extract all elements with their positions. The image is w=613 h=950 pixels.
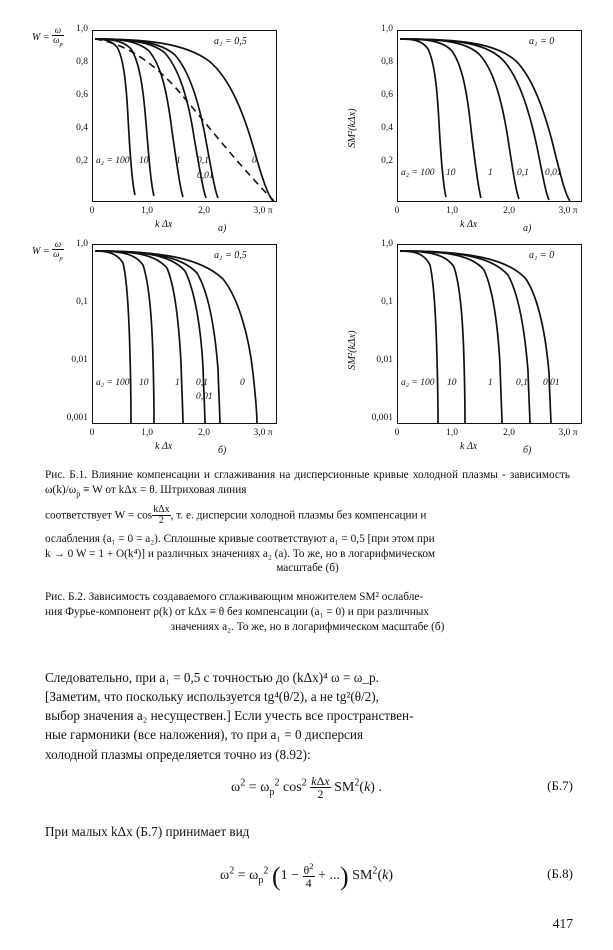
caption-b2-line3: значениях a₂. То же, но в логарифмическом масштабе (б) bbox=[170, 620, 445, 633]
curve-label-0: 0 bbox=[252, 156, 257, 166]
curve-label-0-1: 0,1 bbox=[196, 378, 208, 388]
curve-label-1: 1 bbox=[175, 378, 180, 388]
caption-b2-line2: ния Фурье-компонент ρ(k) от kΔx ≡ θ без компенсации (a₁ = 0) и при различных bbox=[45, 605, 429, 618]
page-number: 417 bbox=[552, 916, 573, 931]
curve-label-10: 10 bbox=[139, 156, 149, 166]
equation-b8-number: (Б.8) bbox=[547, 866, 573, 881]
plot-fig-b1-b: W = $\frac{\omega}{\omega_p}$ 1,0 0,1 0,01 0,001 0 1,0 2,0 3,0 π k Δx б) a₁ = 0,5 a₂ = 100 10 1 0,1 0,01 0 bbox=[0, 230, 300, 458]
caption-b1-line5: k → 0 W = 1 + O(k⁴)] и различных значениях a₂ (а). То же, но в логарифмическом bbox=[45, 547, 435, 560]
equation-b8-body: $\omega^2 = \omega_p^2$ (1 − $\frac{\theta^2}{4}$ + ...) $SM^2(k)$ bbox=[219, 861, 394, 892]
curve-label-0-01: 0,01 bbox=[196, 392, 213, 402]
x-axis-label-fig-b2-b: k Δx bbox=[460, 441, 478, 452]
caption-b1-line6: масштабе (б) bbox=[276, 562, 339, 575]
curve-label-10: 10 bbox=[447, 378, 457, 388]
curve-label-0-01: 0,01 bbox=[197, 171, 214, 181]
caption-b2-line1: Зависимость создаваемого сглаживающим множителем SM² ослабле- bbox=[88, 591, 424, 603]
curve-label-0: 0 bbox=[240, 378, 245, 388]
plot-fig-b2-a: SM²(kΔx) 1,0 0,8 0,6 0,4 0,2 0 1,0 2,0 3,0 π k Δx а) a₁ = 0 a₂ = 100 10 1 0,1 0,01 bbox=[305, 8, 605, 236]
plot-fig-b1-a: W = $\frac{\omega}{\omega_p}$ 1,0 0,8 0,6 0,4 0,2 0 1,0 2,0 3,0 π k Δx а) a₁ = 0,5 a₂ = 100 10 1 0,1 0,01 0 bbox=[0, 8, 300, 236]
body-p1-l5: холодной плазмы определяется точно из (8.92): bbox=[45, 746, 311, 762]
caption-fig-b1: Рис. Б.1. Влияние компенсации и сглаживания на дисперсионные кривые холодной плазмы - зависимость $\omega(k)/\omega_p \equiv W$ от kΔx = θ. Штриховая линия соответствует W = cos $\frac{\text{kΔx}}{2}$ , т. е. дисперсии холодной плазмы без компенсации и ослабления (a₁ = 0 = a₂). Сплошные кривые соответствуют a₁ = 0,5 [при этом при k → 0 W = 1 + O(k⁴)] и различных значениях a₂ (а). То же, но в логарифмическом масштабе (б) bbox=[45, 469, 570, 575]
y-axis-label-sm2-a: SM²(kΔx) bbox=[347, 108, 358, 148]
curve-label-1: 1 bbox=[488, 168, 493, 178]
body-p2-l1: При малых kΔx (Б.7) принимает вид bbox=[45, 824, 250, 839]
panel-letter-fig-b1-b: б) bbox=[218, 445, 227, 456]
corner-note-fig-b2-b: a₁ = 0 bbox=[529, 250, 555, 261]
curve-label-0-1: 0,1 bbox=[517, 168, 529, 178]
equation-b7 bbox=[0, 775, 613, 801]
curve-label-10: 10 bbox=[139, 378, 149, 388]
body-p1-l4: ные гармоники (все наложения), то при a₁ = 0 дисперсия bbox=[45, 727, 364, 743]
body-paragraph-1 bbox=[45, 668, 570, 764]
caption-b1-line3-formula: W = cos bbox=[114, 509, 153, 522]
curve-label-10: 10 bbox=[446, 168, 456, 178]
equation-b7-number: (Б.7) bbox=[547, 778, 573, 793]
corner-note-fig-b1-b: a₁ = 0,5 bbox=[214, 250, 247, 261]
caption-b1-line4: ослабления (a₁ = 0 = a₂). Сплошные кривые соответствуют a₁ = 0,5 [при этом при bbox=[45, 532, 435, 545]
curve-label-0-01: 0,01 bbox=[545, 168, 562, 178]
axes-fig-b1-b bbox=[92, 244, 277, 424]
caption-b1-fraction: $\frac{\text{kΔx}}{2}$ bbox=[153, 503, 170, 527]
body-paragraph-2 bbox=[45, 822, 570, 841]
curve-label-a2-100: a₂ = 100 bbox=[96, 378, 130, 388]
curve-label-1: 1 bbox=[488, 378, 493, 388]
y-axis-label-w-omega: W = $\frac{\omega}{\omega_p}$ bbox=[32, 25, 63, 49]
curve-label-1: 1 bbox=[176, 156, 181, 166]
curves-fig-b1-a bbox=[93, 31, 278, 203]
equation-b8 bbox=[0, 862, 613, 892]
caption-fig-b2 bbox=[45, 590, 570, 635]
equation-b7-body: $\omega^2 = \omega_p^2$ $\cos^2$ $\frac{\text{kΔx}}{2}$ $SM^2(k)$ . bbox=[231, 774, 382, 802]
curve-label-a2-100: a₂ = 100 bbox=[401, 168, 435, 178]
curve-label-0-01: 0,01 bbox=[543, 378, 560, 388]
caption-b1-line3-lead: соответствует bbox=[45, 509, 112, 522]
y-axis-label-w-omega-log: W = $\frac{\omega}{\omega_p}$ bbox=[32, 239, 63, 263]
curve-label-a2-100: a₂ = 100 bbox=[401, 378, 435, 388]
corner-note-fig-b1-a: a₁ = 0,5 bbox=[214, 36, 247, 47]
caption-b2-label: Рис. Б.2. bbox=[45, 591, 86, 603]
caption-b1-line2: холодной плазмы - зависимость ω(k)/ω bbox=[45, 469, 570, 496]
curve-label-0-1: 0,1 bbox=[516, 378, 528, 388]
panel-letter-fig-b2-b: б) bbox=[523, 445, 532, 456]
body-p1-l1: Следовательно, при a₁ = 0,5 с точностью до (kΔx)⁴ ω = ω_p. bbox=[45, 670, 379, 685]
panel-letter-fig-b2-a: а) bbox=[523, 223, 532, 234]
curves-fig-b1-b bbox=[93, 245, 278, 425]
caption-b1-line2b: ≡ W от kΔx = θ. Штриховая линия bbox=[80, 483, 247, 496]
body-p1-l3: выбор значения a₂ несуществен.] Если учесть все пространствен- bbox=[45, 708, 414, 724]
plot-fig-b2-b: SM²(kΔx) 1,0 0,1 0,01 0,001 0 1,0 2,0 3,0 π k Δx б) a₁ = 0 a₂ = 100 10 1 0,1 0,01 bbox=[305, 230, 605, 458]
x-axis-label-fig-b1-b: k Δx bbox=[155, 441, 173, 452]
x-axis-label-fig-b2-a: k Δx bbox=[460, 219, 478, 230]
curve-label-0-1: 0,1 bbox=[197, 156, 209, 166]
body-p1-l2: [Заметим, что поскольку используется tg⁴(θ/2), а не tg²(θ/2), bbox=[45, 689, 379, 705]
figures-block bbox=[0, 8, 613, 458]
x-axis-label-fig-b1-a: k Δx bbox=[155, 219, 173, 230]
caption-b1-label: Рис. Б.1. bbox=[45, 469, 88, 481]
corner-note-fig-b2-a: a₁ = 0 bbox=[529, 36, 555, 47]
caption-b1-line1: Влияние компенсации и сглаживания на дисперсионные кривые bbox=[91, 469, 409, 481]
y-axis-label-sm2-b: SM²(kΔx) bbox=[347, 330, 358, 370]
axes-fig-b1-a bbox=[92, 30, 277, 202]
caption-b1-line3-tail: , т. е. дисперсии холодной плазмы без компенсации и bbox=[170, 509, 427, 522]
panel-letter-fig-b1-a: а) bbox=[218, 223, 227, 234]
curve-label-a2-100: a₂ = 100 bbox=[96, 156, 130, 166]
axes-fig-b2-b bbox=[397, 244, 582, 424]
curves-fig-b2-b bbox=[398, 245, 583, 425]
